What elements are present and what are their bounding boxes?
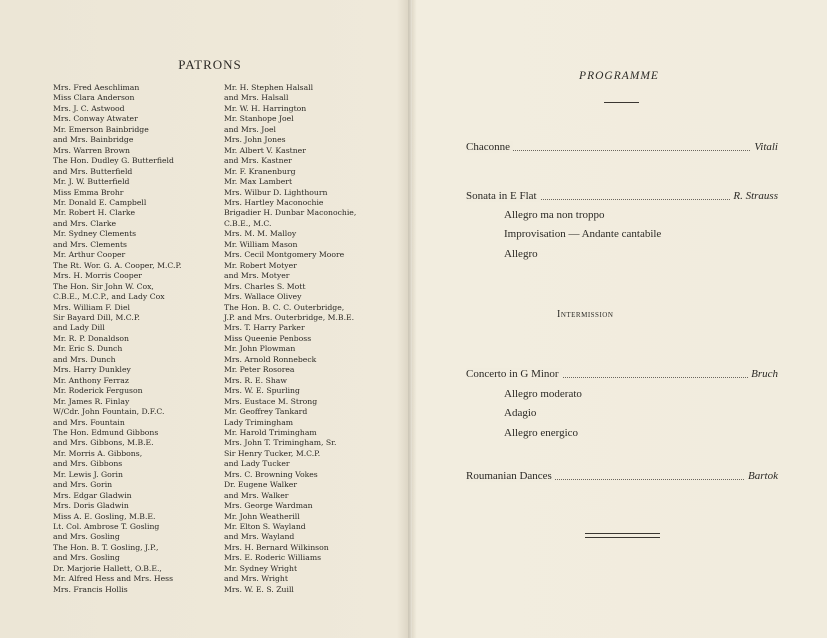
- patron-name: Mr. William Mason: [224, 239, 298, 249]
- patron-name: Mr. Anthony Ferraz: [53, 375, 129, 385]
- patron-name: Mr. Harold Trimingham: [224, 427, 317, 437]
- patron-name: and Mrs. Wright: [224, 574, 288, 584]
- patron-name: Mr. Emerson Bainbridge: [53, 124, 149, 134]
- patron-name: The Hon. Sir John W. Cox,: [53, 281, 154, 291]
- patron-name: and Mrs. Fountain: [53, 417, 125, 427]
- programme-item: [466, 470, 778, 486]
- patron-name: and Mrs. Wayland: [224, 532, 295, 542]
- patron-name: Mr. John Plowman: [224, 344, 296, 354]
- patron-name: and Mrs. Gosling: [53, 532, 120, 542]
- patron-name: Brigadier H. Dunbar Maconochie,: [224, 208, 357, 218]
- patron-name: Mr. James R. Finlay: [53, 396, 130, 406]
- patron-name: C.B.E., M.C.: [224, 218, 272, 228]
- patron-name: Mrs. William F. Diel: [53, 302, 130, 312]
- patron-name: Mrs. John T. Trimingham, Sr.: [224, 438, 337, 448]
- composer-name: Vitali: [751, 141, 778, 153]
- patron-name: Mrs. John Jones: [224, 135, 286, 145]
- patron-name: and Mrs. Dunch: [53, 354, 116, 364]
- patron-name: Mrs. Arnold Ronnebeck: [224, 354, 317, 364]
- patron-name: Mrs. Doris Gladwin: [53, 501, 129, 511]
- patrons-column-1: [53, 83, 182, 595]
- patron-name: W/Cdr. John Fountain, D.F.C.: [53, 407, 165, 417]
- patron-name: Dr. Marjorie Hallett, O.B.E.,: [53, 563, 162, 573]
- patron-name: Mrs. George Wardman: [224, 501, 313, 511]
- programme-item: [466, 141, 778, 157]
- patron-name: Mr. Robert H. Clarke: [53, 208, 136, 218]
- patron-name: and Mrs. Bainbridge: [53, 135, 134, 145]
- patron-name: Mrs. Charles S. Mott: [224, 281, 306, 291]
- patron-name: Miss A. E. Gosling, M.B.E.: [53, 511, 156, 521]
- patron-name: Mrs. Wilbur D. Lighthourn: [224, 187, 328, 197]
- movement: Allegro moderato: [504, 388, 582, 400]
- patron-name: and Mrs. Gibbons, M.B.E.: [53, 438, 154, 448]
- patron-name: Mrs. H. Bernard Wilkinson: [224, 542, 329, 552]
- patron-name: Mr. Eric S. Dunch: [53, 344, 123, 354]
- patron-name: Mr. J. W. Butterfield: [53, 177, 130, 187]
- patron-name: Mr. Morris A. Gibbons,: [53, 448, 143, 458]
- programme-page: [412, 0, 827, 638]
- patron-name: Mr. Sydney Clements: [53, 229, 137, 239]
- patrons-column-2: [224, 83, 356, 595]
- patron-name: Mrs. W. E. S. Zuill: [224, 584, 294, 594]
- patron-name: and Mrs. Gorin: [53, 480, 113, 490]
- patron-name: Mr. Max Lambert: [224, 177, 293, 187]
- patron-name: Mrs. M. M. Malloy: [224, 229, 297, 239]
- work-title: Concerto in G Minor: [466, 368, 562, 380]
- patron-name: and Mrs. Motyer: [224, 271, 290, 281]
- patron-name: Mr. Peter Rosorea: [224, 365, 295, 375]
- composer-name: Bartok: [745, 470, 778, 482]
- patron-name: Mrs. Harry Dunkley: [53, 365, 131, 375]
- composer-name: Bruch: [748, 368, 778, 380]
- patron-name: Mrs. Hartley Maconochie: [224, 197, 324, 207]
- patron-name: Mr. R. P. Donaldson: [53, 333, 129, 343]
- patron-name: Mrs. Warren Brown: [53, 145, 130, 155]
- patron-name: and Mrs. Clarke: [53, 218, 117, 228]
- title-rule: [604, 102, 639, 103]
- patron-name: and Lady Dill: [53, 323, 105, 333]
- patron-name: and Mrs. Clements: [53, 239, 127, 249]
- patron-name: Mrs. Eustace M. Strong: [224, 396, 318, 406]
- patron-name: Mr. H. Stephen Halsall: [224, 83, 314, 92]
- patron-name: Mr. Robert Motyer: [224, 260, 297, 270]
- movement: Allegro: [504, 248, 538, 260]
- patron-name: and Mrs. Butterfield: [53, 166, 133, 176]
- programme-item: [466, 368, 778, 384]
- patron-name: J.P. and Mrs. Outerbridge, M.B.E.: [224, 312, 355, 322]
- composer-name: R. Strauss: [730, 190, 778, 202]
- patron-name: Mr. Roderick Ferguson: [53, 386, 143, 396]
- patron-name: Miss Queenie Penboss: [224, 333, 312, 343]
- patron-name: The Hon. B. T. Gosling, J.P.,: [53, 542, 159, 552]
- patron-name: Mr. Lewis J. Gorin: [53, 469, 123, 479]
- programme-title: PROGRAMME: [579, 70, 659, 82]
- closing-rule: [585, 533, 660, 538]
- patron-name: Mrs. E. Roderic Williams: [224, 553, 322, 563]
- patron-name: Sir Henry Tucker, M.C.P.: [224, 448, 321, 458]
- patron-name: Mr. F. Kranenburg: [224, 166, 296, 176]
- patron-name: Mr. Donald E. Campbell: [53, 197, 147, 207]
- patron-name: The Hon. Dudley G. Butterfield: [53, 156, 174, 166]
- patron-name: The Rt. Wor. G. A. Cooper, M.C.P.: [53, 260, 182, 270]
- patron-name: Mrs. Fred Aeschliman: [53, 83, 140, 92]
- patron-name: Mr. Albert V. Kastner: [224, 145, 306, 155]
- patron-name: Mrs. Conway Atwater: [53, 114, 138, 124]
- patron-name: Miss Emma Brohr: [53, 187, 124, 197]
- movement: Improvisation — Andante cantabile: [504, 228, 662, 240]
- patron-name: and Mrs. Walker: [224, 490, 289, 500]
- patron-name: Mrs. T. Harry Parker: [224, 323, 305, 333]
- patron-name: and Mrs. Gibbons: [53, 459, 123, 469]
- patron-name: Mr. W. H. Harrington: [224, 103, 307, 113]
- programme-item: [466, 190, 778, 206]
- patron-name: Mr. Stanhope Joel: [224, 114, 294, 124]
- movement: Adagio: [504, 407, 537, 419]
- patron-name: and Mrs. Halsall: [224, 93, 289, 103]
- patron-name: Mr. Alfred Hess and Mrs. Hess: [53, 574, 174, 584]
- work-title: Chaconne: [466, 141, 513, 153]
- patron-name: Mr. Sydney Wright: [224, 563, 298, 573]
- patron-name: Miss Clara Anderson: [53, 93, 135, 103]
- patron-name: Lady Trimingham: [224, 417, 294, 427]
- patrons-title: PATRONS: [178, 57, 242, 72]
- patron-name: Lt. Col. Ambrose T. Gosling: [53, 522, 160, 532]
- patron-name: Mrs. H. Morris Cooper: [53, 271, 142, 281]
- patron-name: Mr. Arthur Cooper: [53, 250, 126, 260]
- patron-name: Mrs. Cecil Montgomery Moore: [224, 250, 345, 260]
- patron-name: Mrs. Edgar Gladwin: [53, 490, 132, 500]
- patron-name: and Mrs. Kastner: [224, 156, 292, 166]
- patron-name: Mrs. J. C. Astwood: [53, 103, 125, 113]
- patron-name: and Lady Tucker: [224, 459, 290, 469]
- patron-name: Dr. Eugene Walker: [224, 480, 298, 490]
- patron-name: Mrs. Wallace Olivey: [224, 292, 302, 302]
- patron-name: Mrs. Francis Hollis: [53, 584, 128, 594]
- movement: Allegro ma non troppo: [504, 209, 605, 221]
- patron-name: Mr. John Weatherill: [224, 511, 300, 521]
- patron-name: Mr. Geoffrey Tankard: [224, 407, 308, 417]
- work-title: Sonata in E Flat: [466, 190, 540, 202]
- patron-name: The Hon. Edmund Gibbons: [53, 427, 159, 437]
- patron-name: and Mrs. Gosling: [53, 553, 120, 563]
- patron-name: C.B.E., M.C.P., and Lady Cox: [53, 292, 165, 302]
- patron-name: Mr. Elton S. Wayland: [224, 522, 306, 532]
- work-title: Roumanian Dances: [466, 470, 555, 482]
- patrons-page: [0, 0, 410, 638]
- patron-name: Mrs. C. Browning Vokes: [224, 469, 318, 479]
- patron-name: and Mrs. Joel: [224, 124, 276, 134]
- patron-name: Mrs. W. E. Spurling: [224, 386, 300, 396]
- patron-name: The Hon. B. C. C. Outerbridge,: [224, 302, 345, 312]
- intermission-label: Intermission: [557, 309, 614, 320]
- movement: Allegro energico: [504, 427, 579, 439]
- patron-name: Mrs. R. E. Shaw: [224, 375, 287, 385]
- patron-name: Sir Bayard Dill, M.C.P.: [53, 312, 140, 322]
